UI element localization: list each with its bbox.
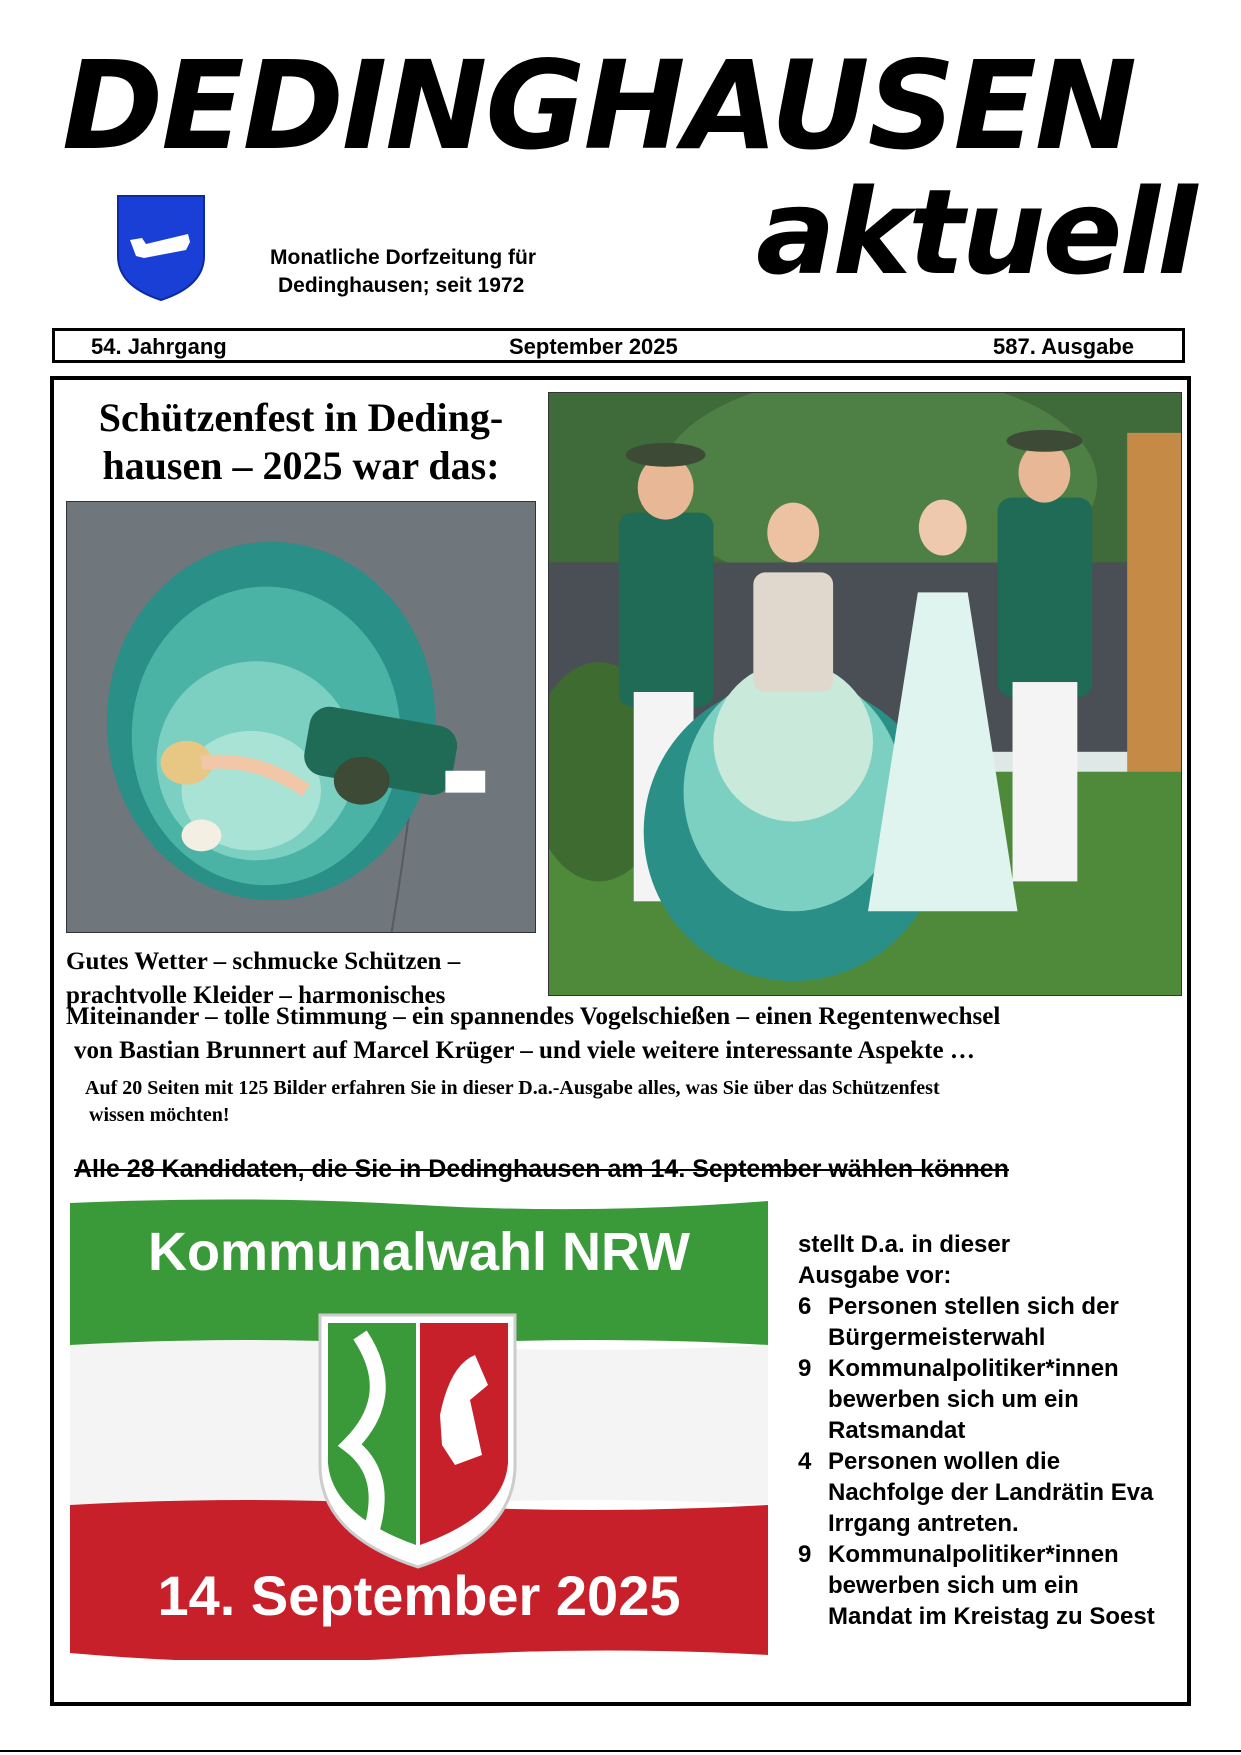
masthead-aktuell: aktuell <box>756 163 1195 301</box>
list-item <box>798 1353 1168 1446</box>
election-intro-line-2: Ausgabe vor: <box>798 1262 952 1289</box>
election-summary <box>798 1229 1168 1632</box>
bottom-rule <box>0 1750 1241 1752</box>
tagline <box>270 244 536 300</box>
election-intro-line-1: stellt D.a. in dieser <box>798 1231 1011 1258</box>
feature-teaser-line-2: wissen möchten! <box>89 1104 230 1126</box>
item-count: 9 <box>798 1541 812 1568</box>
feature-teaser-line-1: Auf 20 Seiten mit 125 Bilder erfahren Sie in dieser D.a.-Ausgabe alles, was Sie über das Schützenfest <box>85 1077 940 1099</box>
feature-caption-line-1: Gutes Wetter – schmucke Schützen – prachtvolle Kleider – harmonisches <box>66 948 461 1009</box>
item-count: 4 <box>798 1448 812 1475</box>
flag-date: 14. September 2025 <box>157 1564 681 1627</box>
royal-couples-photo <box>548 392 1182 996</box>
tagline-line-1: Monatliche Dorfzeitung für <box>270 246 536 269</box>
item-count: 6 <box>798 1293 812 1320</box>
item-count: 9 <box>798 1355 812 1382</box>
tagline-line-2: Dedinghausen; seit 1972 <box>278 274 525 297</box>
candidate-list <box>798 1291 1168 1632</box>
headline-line-1: Schützenfest in Deding- <box>98 395 504 440</box>
flag-title: Kommunalwahl NRW <box>147 1222 691 1282</box>
list-item <box>798 1291 1168 1353</box>
issue-number: 587. Ausgabe <box>993 334 1135 359</box>
list-item <box>798 1446 1168 1539</box>
item-text: Kommunalpolitiker*innen bewerben sich um ein Mandat im Kreistag zu Soest <box>828 1541 1155 1630</box>
list-item <box>798 1539 1168 1632</box>
kommunalwahl-flag-image <box>70 1195 768 1660</box>
election-headline: Alle 28 Kandidaten, die Sie in Dedinghausen am 14. September wählen können <box>74 1155 1009 1183</box>
feature-teaser <box>85 1075 1185 1129</box>
drone-photo <box>66 501 536 933</box>
election-intro <box>798 1229 1168 1291</box>
issue-info-bar <box>52 328 1185 363</box>
headline-line-2: hausen – 2025 war das: <box>102 443 500 488</box>
coat-of-arms-icon <box>116 194 206 302</box>
item-text: Kommunalpolitiker*innen bewerben sich um ein Ratsmandat <box>828 1355 1119 1444</box>
feature-caption-line-2: Miteinander – tolle Stimmung – ein spannendes Vogelschießen – einen Regentenwechsel <box>66 1003 1001 1030</box>
feature-caption <box>66 1000 1186 1068</box>
feature-headline <box>66 394 536 490</box>
issue-date: September 2025 <box>509 334 678 359</box>
masthead-title: DEDINGHAUSEN <box>62 35 1135 177</box>
item-text: Personen wollen die Nachfolge der Landrätin Eva Irrgang antreten. <box>828 1448 1154 1537</box>
feature-caption-line-3: von Bastian Brunnert auf Marcel Krüger – und viele weitere interessante Aspekte … <box>74 1037 975 1064</box>
volume-label: 54. Jahrgang <box>91 334 227 359</box>
item-text: Personen stellen sich der Bürgermeisterwahl <box>828 1293 1119 1351</box>
